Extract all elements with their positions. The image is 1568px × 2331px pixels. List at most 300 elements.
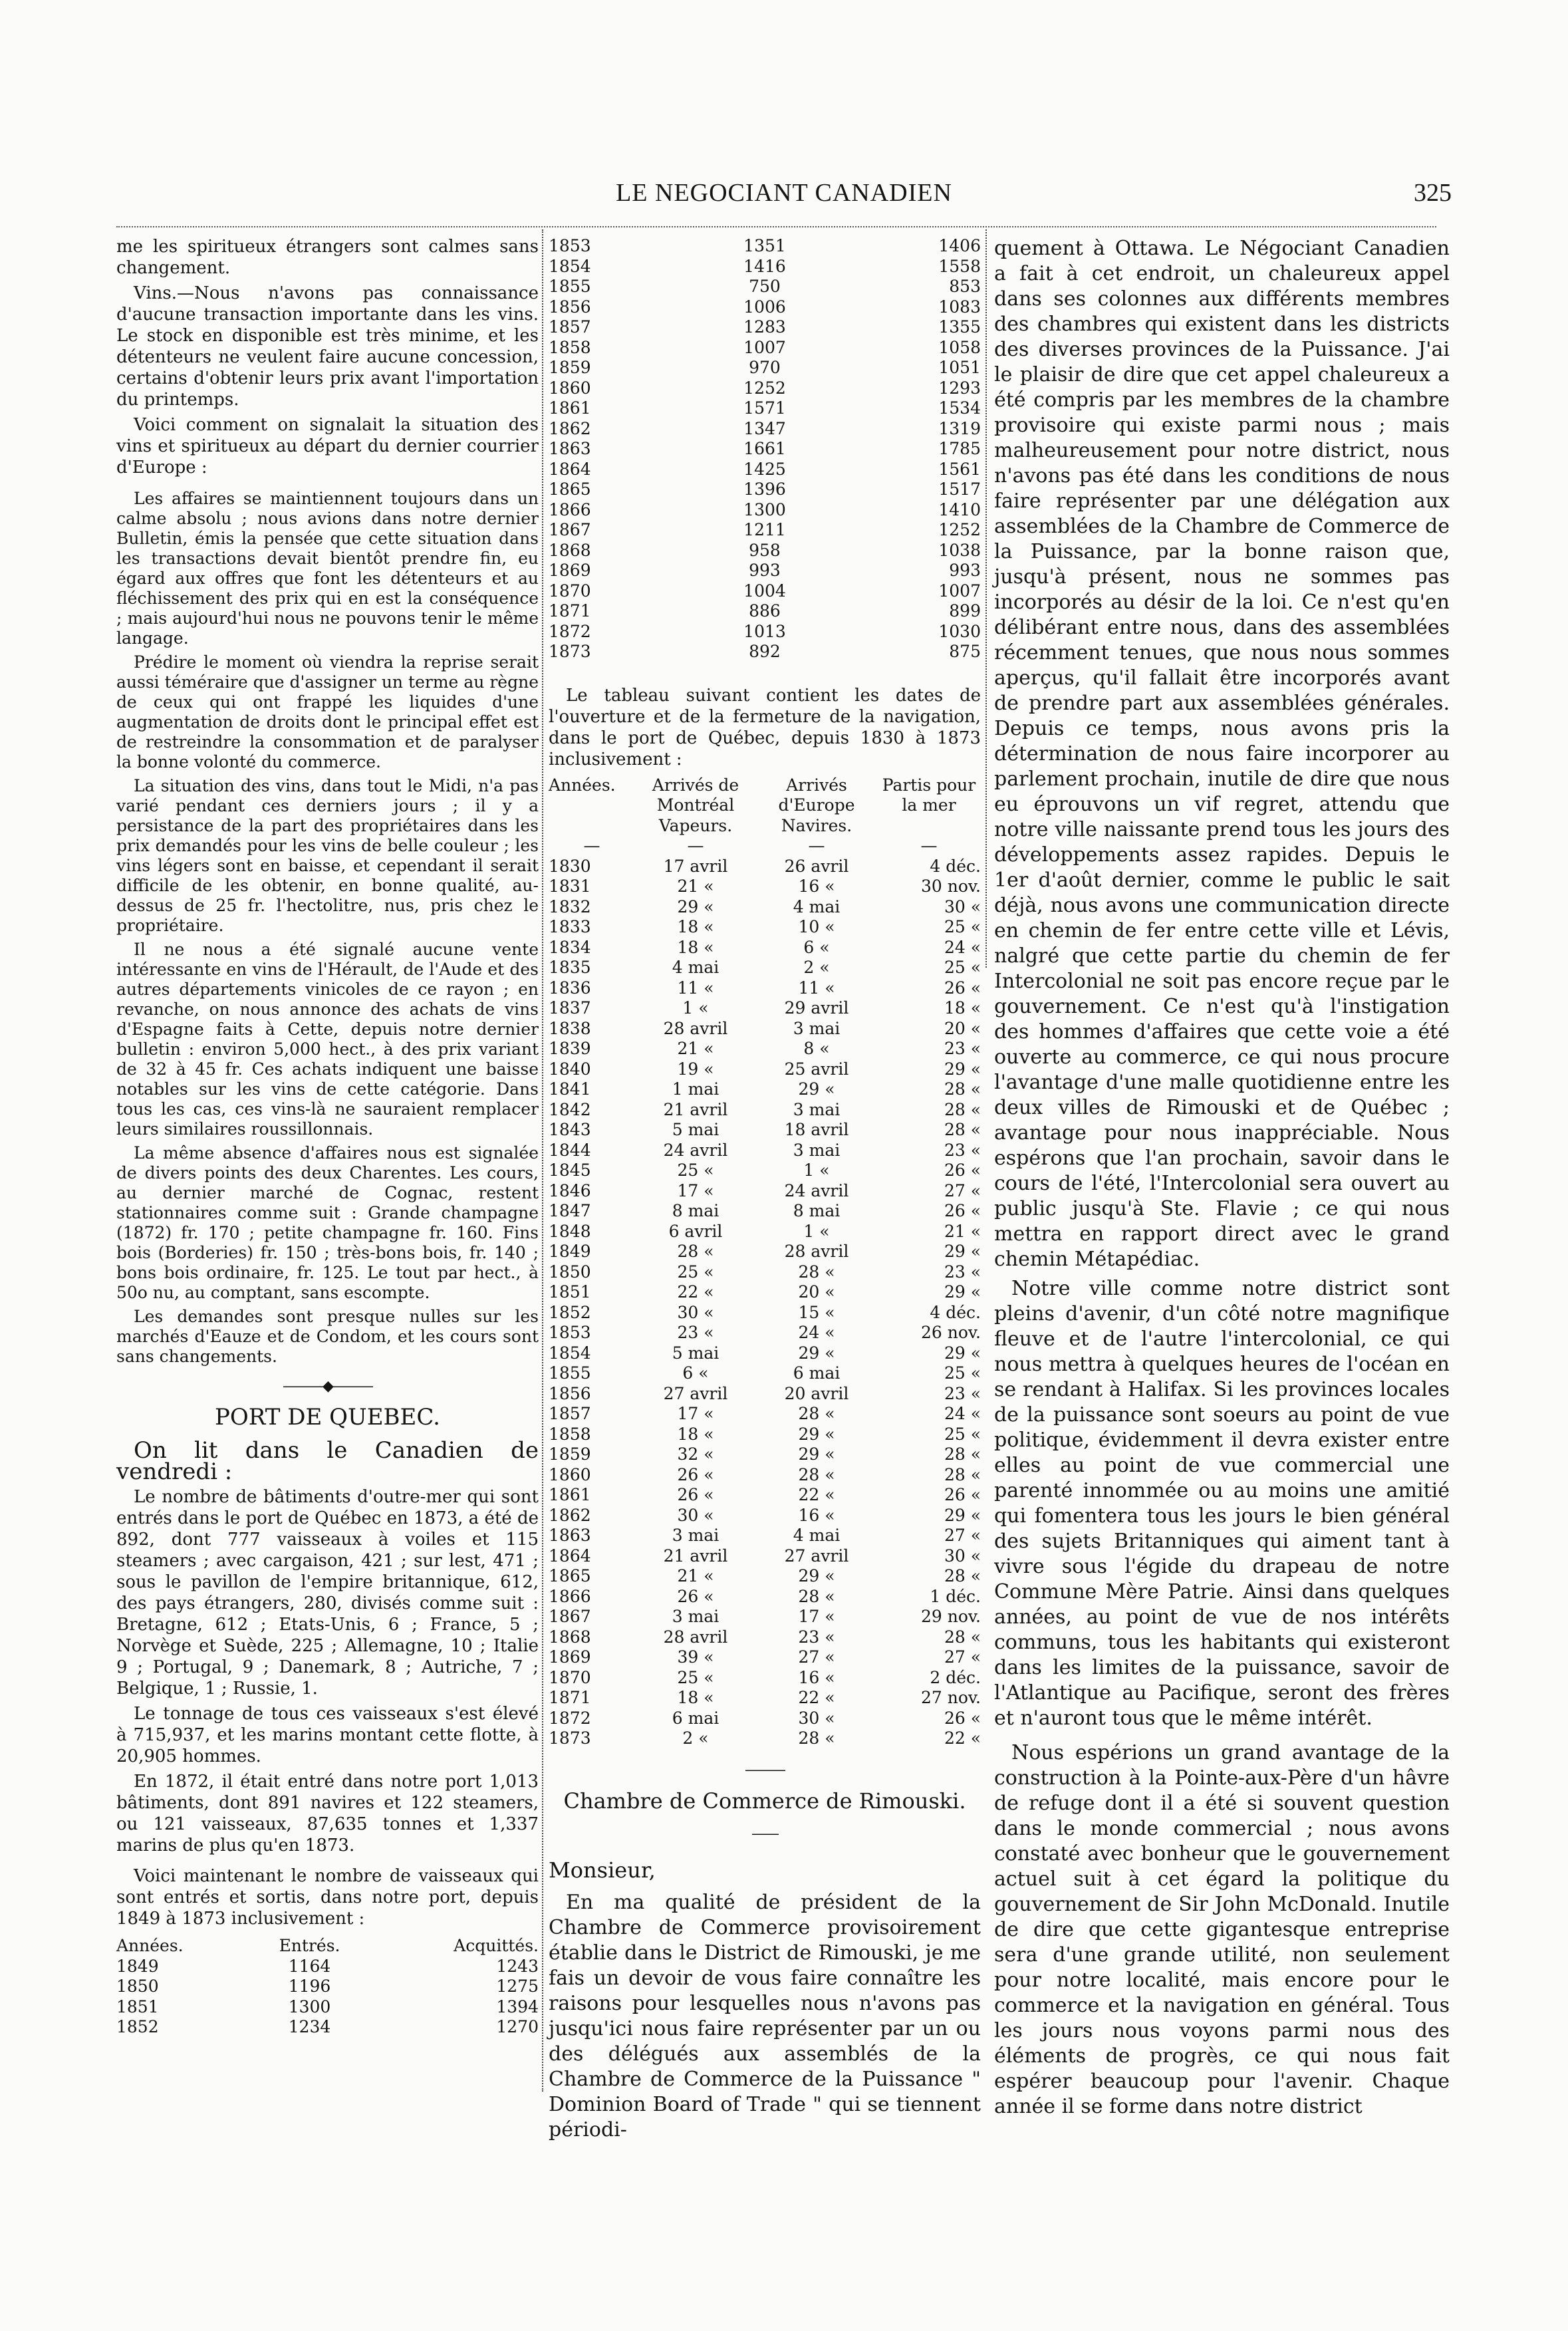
quoted-paragraph: Les demandes sont presque nulles sur les marchés d'Eauze et de Condom, et les cours sont sans changements. [116,1307,539,1366]
table-cell: 1083 [938,297,981,317]
letter-paragraph: quement à Ottawa. Le Négociant Canadien a fait à cet endroit, un chaleureux appel dans ses colonnes aux différents membres des chambres qui existent dans les districts des diverses provinces de la Puissance. J'ai le plaisir de dire que cet appel chaleureux a été compris par les membres de la chambre provisoire qui existe parmi nous ; mais malheureusement pour notre district, nous n'avons pas été dans les conditions de nous faire représenter par une délégation aux assemblées de la Chambre de Commerce de la Puissance, par la bonne raison que, jusqu'à présent, nous ne sommes pas incorporés au désir de la loi. Ce n'est qu'en délibérant entre nous, dans des assemblées récemment tenues, que nous nous sommes aperçus, qu'il fallait être incorporés avant de prendre part aux assemblées générales. Depuis ce temps, nous avons pris la détermination de nous faire incorporer au parlement prochain, inutile de dire que nous eu éprouvons un vif regret, attendu que notre ville naissante prend tous les jours des développements assez rapides. Depuis le 1er d'août dernier, comme le public le sait déjà, nous avons une communication directe en chemin de fer entre cette ville et Lévis, nalgré que cette partie du chemin de fer Intercolonial ne soit pas encore reçue par le gouvernement. Ce n'est qu'à l'instigation des hommes d'affaires que cette voie a été ouverte au commerce, ce qui nous procure l'avantage d'une malle quotidienne entre les deux villes de Rimouski et de Québec ; avantage pour nous inappréciable. Nous espérons que l'an prochain, savoir dans le cours de l'été, l'Intercolonial sera ouvert au public jusqu'à Ste. Flavie ; ce qui nous mettra en rapport direct avec le grand chemin Métapédiac. [994,237,1450,1271]
table-row [116,1997,539,2018]
paragraph: Le tableau suivant contient les dates de l'ouverture et de la fermeture de la navigation, dans le port de Québec, depuis 1830 à 1873 inclusivement : [549,685,981,769]
table-cell: 1406 [938,236,981,255]
table-cell: 1517 [938,480,981,499]
table-cell: 22 « [944,1728,981,1748]
table-cell: 1283 [743,317,786,337]
table-cell: 11 « [677,978,714,998]
table-cell: 6 mai [672,1708,719,1728]
table-cell: 1038 [938,540,981,560]
table-row [549,541,981,561]
table-cell: 1558 [938,256,981,276]
table-row [549,520,981,541]
table-cell: 993 [949,561,981,580]
table-cell: 1838 [549,1018,591,1038]
table-cell: 6 « [682,1363,709,1383]
table-cell: 24 « [798,1323,835,1342]
table-cell: 23 « [944,1383,981,1403]
running-head [0,178,1568,218]
table-cell: 25 « [944,958,981,977]
table-cell: 1863 [549,1526,591,1545]
table-cell: 1846 [549,1180,591,1200]
table-cell: 1785 [938,439,981,458]
table-cell: 1872 [549,1708,591,1728]
section-title-port-de-quebec: PORT DE QUEBEC. [215,1404,440,1431]
table-row [549,917,981,938]
quoted-paragraph: Il ne nous a été signalé aucune vente intéressante en vins de l'Hérault, de l'Aude et des autres départements vinicoles de ce rayon ; en revanche, on nous annonce des achats de vins d'Espagne faits à Cette, depuis notre dernier bulletin : environ 5,000 hect., à des prix variant de 32 à 45 fr. Ces achats indiquent une baisse notables sur les vins de cette catégorie. Dans tous les cas, ces vins-là ne sauraient remplacer leurs similaires roussillonnais. [116,940,539,1139]
table-cell: 25 « [944,917,981,936]
table-cell: 26 « [677,1485,714,1504]
table-cell: 1196 [288,1977,331,1996]
table-cell: 1861 [549,1485,591,1504]
table-header-row [116,1936,539,1957]
table-row [549,439,981,460]
table-cell: 27 « [798,1647,835,1667]
table-cell: 1873 [549,642,591,661]
table-row [549,1019,981,1039]
table-cell: 1868 [549,1627,591,1647]
table-cell: 1854 [549,1343,591,1363]
table-cell: 1661 [743,439,786,458]
table-cell: 26 « [944,1161,981,1180]
table-cell: 1862 [549,418,591,438]
table-cell: 1857 [549,1404,591,1423]
table-row [549,1384,981,1405]
table-cell: 4 déc. [930,1302,981,1322]
table-cell: 21 avril [663,1099,728,1119]
table-row [549,581,981,602]
table-cell: 24 avril [663,1140,728,1160]
table-cell: 1836 [549,978,591,998]
table-cell: 1030 [938,621,981,641]
table-cell: 1858 [549,1424,591,1444]
table-cell: 29 « [677,896,714,916]
table-header: Entrés. [279,1936,340,1955]
table-cell: 25 « [677,1161,714,1180]
paragraph: Le tonnage de tous ces vaisseaux s'est élevé à 715,937, et les marins montant cette flotte, à 20,905 hommes. [116,1704,539,1766]
table-cell: 1851 [549,1282,591,1302]
table-cell: 21 « [677,1039,714,1058]
table-cell: 3 mai [793,1099,841,1119]
table-cell: 18 « [677,1688,714,1707]
table-cell: 15 « [798,1302,835,1322]
table-row [549,1363,981,1384]
paragraph: me les spiritueux étrangers sont calmes sans changement. [116,237,539,278]
table-row [549,277,981,297]
table-cell: 1006 [743,297,786,317]
table-cell: 1051 [938,358,981,377]
table-cell: 1867 [549,520,591,539]
table-cell: 853 [949,277,981,296]
column-divider-2 [985,229,987,968]
table-row [549,1161,981,1181]
table-cell: 22 « [677,1282,714,1302]
table-cell: 1848 [549,1221,591,1241]
table-cell: 29 nov. [920,1607,981,1626]
ornament-divider: —— [751,1825,778,1842]
table-header: Arrivés d'Europe Navires. [778,775,855,835]
table-cell: 1837 [549,998,591,1018]
letter-paragraph: Nous espérions un grand avantage de la construction à la Pointe-aux-Père d'un hâvre de refuge dont il a été si souvent question dans le monde commercial ; nous avons constaté avec bonheur que le gouvernement actuel suit à cet égard la politique du gouvernement de Sir John McDonald. Inutile de dire que cette gigantesque entreprise sera d'une grande utilité, non seulement pour notre localité, mais encore pour le commerce et la navigation en général. Tous les jours nous voyons parmi nous des éléments de progrès, ce qui nous fait espérer beaucoup pour l'avenir. Chaque année il se forme dans notre district [994,1741,1450,2118]
table-cell: 1007 [743,337,786,357]
table-cell: 26 « [944,978,981,998]
table-row [549,1141,981,1161]
table-cell: 4 mai [793,1526,841,1545]
table-row [549,897,981,918]
table-header-row [549,775,981,837]
table-cell: 6 « [803,937,830,957]
table-cell: 25 « [944,1363,981,1383]
table-cell: 29 « [798,1424,835,1444]
table-row [116,1977,539,1997]
table-cell: 1410 [938,499,981,519]
table-header: Partis pour la mer [882,775,976,815]
table-row [549,358,981,378]
table-cell: 1855 [549,277,591,296]
table-cell: 28 « [944,1444,981,1464]
table-cell: 1860 [549,378,591,398]
table-cell: 16 « [798,1505,835,1525]
table-cell: 1839 [549,1039,591,1058]
table-cell: 1252 [938,520,981,539]
table-cell: 1832 [549,896,591,916]
table-row [549,1282,981,1303]
table-cell: 23 « [798,1627,835,1647]
table-cell: 10 « [798,917,835,936]
letter-paragraph: Notre ville comme notre district sont pleins d'avenir, d'un côté notre magnifique fleuve et de l'autre l'intercolonial, ce qui nous mettra à quelques heures de l'océan en se rendant à Halifax. Si les provinces locales de la puissance sont soeurs au point de vue politique, évidemment il devra exister entre elles au point de vue commercial une parenté innommée ou au moins une amitié qui fomentera tous les jours le bien général des sujets Britanniques qui aiment tant à vivre sous l'égide du drapeau de notre Commune Mère Patrie. Ainsi dans quelques années, au point de vue de nos intérêts communs, tous les habitants qui existeront dans les limites de la puissance, savoir de l'Atlantique au Pacifique, seront des frères et n'auront tous que le même intérêt. [994,1277,1450,1730]
column-middle [549,236,981,2147]
table-row [549,338,981,358]
table-cell: 1561 [938,459,981,479]
table-cell: 28 avril [663,1627,728,1647]
table-cell: 29 « [798,1566,835,1585]
table-cell: 1870 [549,581,591,601]
table-cell: 25 « [677,1262,714,1282]
table-cell: 29 « [944,1059,981,1079]
table-cell: 1860 [549,1464,591,1484]
table-cell: 1870 [549,1667,591,1687]
table-cell: 2 déc. [930,1667,981,1687]
header-rule [116,226,1436,227]
table-cell: 21 « [677,1566,714,1585]
table-cell: 1861 [549,398,591,418]
table-cell: 1 « [803,1221,830,1241]
table-cell: 1 « [682,998,709,1018]
paragraph: Vins.—Nous n'avons pas connaissance d'aucune transaction importante dans les vins. Le stock en disponible est très minime, et les détenteurs ne veulent faire aucune concession, certains d'obtenir leurs prix avant l'importation du printemps. [116,283,539,410]
table-cell: 20 « [944,1018,981,1038]
table-cell: 27 nov. [920,1688,981,1707]
table-cell: 3 mai [793,1018,841,1038]
table-cell: 1355 [938,317,981,337]
ornament-divider: ———◆——— [283,1378,372,1395]
table-cell: 28 « [944,1099,981,1119]
table-cell: 23 « [944,1039,981,1058]
table-cell: 6 avril [668,1221,723,1241]
table-row [549,1262,981,1283]
paragraph: En 1872, il était entré dans notre port 1,013 bâtiments, dont 891 navires et 122 steamers, ou 121 vaisseaux, 87,635 tonnes et 1,337 marins de plus qu'en 1873. [116,1772,539,1855]
page-number: 325 [1414,179,1452,207]
table-cell: 1 déc. [930,1586,981,1606]
table-cell: 1856 [549,297,591,317]
table-cell: 18 « [944,998,981,1018]
table-row [549,1181,981,1202]
table-cell: 886 [749,601,781,620]
table-row [549,978,981,999]
table-cell: 11 « [798,978,835,998]
table-row [549,1444,981,1465]
table-row [116,2017,539,2038]
table-cell: 22 « [798,1485,835,1504]
table-cell: 892 [749,642,781,661]
table-row [549,1120,981,1141]
table-cell: 28 « [798,1464,835,1484]
table-cell: 1844 [549,1140,591,1160]
table-cell: 1864 [549,459,591,479]
table-cell: 26 avril [784,856,849,876]
table-cell: 1869 [549,1647,591,1667]
table-cell: 28 « [944,1079,981,1099]
navigation-dates-table [549,775,981,1749]
letter-paragraph: En ma qualité de président de la Chambre de Commerce provisoirement établie dans le District de Rimouski, je me fais un devoir de vous faire connaître les raisons pour lesquelles nous n'avons pas jusqu'ici nous faire représenter par un ou des délégués aux assemblés de la Chambre de Commerce de la Puissance " Dominion Board of Trade " qui se tiennent périodi- [549,1890,981,2141]
table-cell: 1872 [549,621,591,641]
table-cell: 1 mai [672,1079,719,1099]
table-cell: 21 avril [663,1546,728,1566]
table-row [549,1587,981,1607]
table-cell: 1855 [549,1363,591,1383]
table-header: Acquittés. [454,1936,539,1955]
table-row [549,622,981,642]
table-cell: 24 « [944,1404,981,1423]
table-cell: 25 « [944,1424,981,1444]
paragraph-lead: On lit dans le Canadien de vendredi : [116,1437,539,1485]
table-cell: 30 « [677,1302,714,1322]
table-cell: 18 « [677,917,714,936]
table-cell: 21 « [944,1221,981,1241]
table-cell: 28 « [944,1464,981,1484]
table-cell: 1300 [288,1996,331,2016]
table-cell: 32 « [677,1444,714,1464]
table-cell: 1865 [549,1566,591,1585]
table-header: Années. [116,1936,184,1955]
table-cell: 1862 [549,1505,591,1525]
table-cell: 24 avril [784,1180,849,1200]
table-cell: 750 [749,277,781,296]
table-cell: 25 avril [784,1059,849,1079]
table-row [549,561,981,581]
table-cell: 1871 [549,1688,591,1707]
table-row [549,378,981,399]
header-dash-row: — — — — [583,836,938,855]
table-cell: 1347 [743,418,786,438]
table-body [116,1957,539,2038]
table-cell: 28 « [798,1728,835,1748]
table-cell: 19 « [677,1059,714,1079]
table-cell: 4 déc. [930,856,981,876]
table-row [549,1404,981,1425]
table-cell: 1853 [549,236,591,255]
table-header: Arrivés de Montréal Vapeurs. [652,775,739,835]
table-row [549,1668,981,1689]
table-row [549,1425,981,1445]
table-cell: 29 « [798,1079,835,1099]
table-cell: 1866 [549,1586,591,1606]
table-cell: 26 « [944,1708,981,1728]
table-cell: 1851 [116,1996,159,2016]
table-cell: 27 « [944,1180,981,1200]
table-cell: 1863 [549,439,591,458]
table-row [549,642,981,662]
table-cell: 28 « [944,1120,981,1139]
table-cell: 1857 [549,317,591,337]
table-cell: 28 avril [784,1242,849,1261]
vessels-table-start [116,1936,539,2038]
quoted-paragraph: La même absence d'affaires nous est signalée de divers points des deux Charentes. Les cours, au dernier marché de Cognac, restent stationnaires comme suit : Grande champagne (1872) fr. 170 ; petite champagne fr. 160. Fins bois (Borderies) fr. 150 ; très-bons bois, fr. 140 ; bons bois ordinaire, fr. 125. Le tout par hect., à 50o nu, au comptant, sans escompte. [116,1143,539,1302]
table-cell: 18 avril [784,1120,849,1139]
table-cell: 1004 [743,581,786,601]
table-row [549,1647,981,1668]
paragraph: Le nombre de bâtiments d'outre-mer qui sont entrés dans le port de Québec en 1873, a été de 892, dont 777 vaisseaux à voiles et 115 steamers ; avec cargaison, 421 ; sur lest, 471 ; sous le pavillon de l'empire britannique, 612, des pays étrangers, 280, divisés comme suit : Bretagne, 612 ; Etats-Unis, 6 ; France, 5 ; Norvège et Suède, 225 ; Allemagne, 10 ; Italie 9 ; Portugal, 9 ; Danemark, 8 ; Autriche, 7 ; Belgique, 1 ; Russie, 1. [116,1487,539,1699]
table-cell: 993 [749,561,781,580]
table-row [549,297,981,318]
table-cell: 958 [749,540,781,560]
table-cell: 17 « [677,1180,714,1200]
table-row [549,1607,981,1627]
table-row [549,398,981,419]
table-row [549,1059,981,1080]
table-row [549,1566,981,1587]
table-row [549,1465,981,1486]
table-body [549,236,981,662]
table-cell: 1300 [743,499,786,519]
quoted-paragraph: La situation des vins, dans tout le Midi, n'a pas varié pendant ces derniers jours ; il y a persistance de la part des propriétaires dans les prix demandés pour les vins de belle couleur ; les vins légers sont en baisse, et cependant il serait difficile de les obtenir, en bonne qualité, au-dessus de 25 fr. l'hectolitre, nus, pris chez le propriétaire. [116,776,539,935]
table-cell: 1534 [938,398,981,418]
table-cell: 1868 [549,540,591,560]
table-cell: 875 [949,642,981,661]
table-cell: 1243 [496,1956,539,1976]
table-row [549,1485,981,1506]
table-cell: 1425 [743,459,786,479]
table-cell: 27 avril [784,1546,849,1566]
paragraph: Voici maintenant le nombre de vaisseaux qui sont entrés et sortis, dans notre port, depuis 1849 à 1873 inclusivement : [116,1866,539,1929]
table-cell: 1234 [288,2017,331,2036]
table-header: Années. [549,775,616,795]
column-divider-1 [542,229,543,2092]
table-cell: 39 « [677,1647,714,1667]
table-cell: 1847 [549,1201,591,1220]
table-cell: 1252 [743,378,786,398]
table-cell: 1571 [743,398,786,418]
table-cell: 25 « [677,1667,714,1687]
table-row [549,1323,981,1343]
table-cell: 26 « [677,1586,714,1606]
table-cell: 1849 [116,1956,159,1976]
table-cell: 27 « [944,1647,981,1667]
table-row [549,1709,981,1729]
table-cell: 26 « [944,1201,981,1220]
table-cell: 1275 [496,1977,539,1996]
table-row [549,419,981,440]
table-row [549,1627,981,1648]
table-cell: 30 « [944,1546,981,1566]
ornament-divider: ——— [745,1761,785,1778]
table-cell: 1840 [549,1059,591,1079]
table-row [549,1343,981,1364]
table-cell: 29 « [944,1242,981,1261]
table-cell: 29 « [798,1444,835,1464]
table-cell: 1871 [549,601,591,620]
table-cell: 30 « [798,1708,835,1728]
table-cell: 1849 [549,1242,591,1261]
table-row [549,480,981,500]
table-cell: 28 « [677,1242,714,1261]
table-cell: 30 « [677,1505,714,1525]
table-cell: 16 « [798,877,835,896]
table-cell: 1833 [549,917,591,936]
table-cell: 22 « [798,1688,835,1707]
table-row [549,938,981,958]
table-row [116,1957,539,1977]
table-row [549,1526,981,1546]
table-cell: 29 « [798,1343,835,1363]
table-row [549,877,981,897]
table-cell: 1859 [549,1444,591,1464]
table-row [549,500,981,521]
table-cell: 1319 [938,418,981,438]
table-row [549,1688,981,1709]
table-row [549,998,981,1019]
table-row [549,1506,981,1526]
table-cell: 1842 [549,1099,591,1119]
table-row [549,317,981,338]
table-cell: 899 [949,601,981,620]
table-cell: 29 « [944,1343,981,1363]
table-cell: 26 nov. [920,1323,981,1342]
table-cell: 1853 [549,1323,591,1342]
table-cell: 1859 [549,358,591,377]
table-row [549,1728,981,1749]
table-cell: 1416 [743,256,786,276]
table-cell: 26 « [944,1485,981,1504]
column-right [994,236,1450,2124]
table-cell: 1845 [549,1161,591,1180]
table-cell: 1850 [549,1262,591,1282]
table-row [549,958,981,978]
table-cell: 29 avril [784,998,849,1018]
table-cell: 6 mai [793,1363,841,1383]
table-row [549,1242,981,1262]
table-row [549,1039,981,1059]
table-cell: 4 mai [672,958,719,977]
table-cell: 1394 [496,1996,539,2016]
table-cell: 1856 [549,1383,591,1403]
table-cell: 1867 [549,1607,591,1626]
table-row [549,1222,981,1242]
table-cell: 1852 [549,1302,591,1322]
page-title: LE NEGOCIANT CANADIEN [616,179,952,207]
quoted-paragraph: Prédire le moment où viendra la reprise serait aussi téméraire que d'assigner un terme au règne de ceux qui ont frappé les liquides d'une augmentation de droits dont le principal effet est de restreindre la consommation et de paralyser la bonne volonté du commerce. [116,652,539,771]
table-cell: 29 « [944,1282,981,1302]
table-body [549,857,981,1749]
table-cell: 8 « [803,1039,830,1058]
table-cell: 28 « [798,1586,835,1606]
table-cell: 2 « [803,958,830,977]
table-cell: 5 mai [672,1120,719,1139]
table-cell: 1270 [496,2017,539,2036]
table-cell: 18 « [677,1424,714,1444]
table-cell: 1835 [549,958,591,977]
table-cell: 1058 [938,337,981,357]
